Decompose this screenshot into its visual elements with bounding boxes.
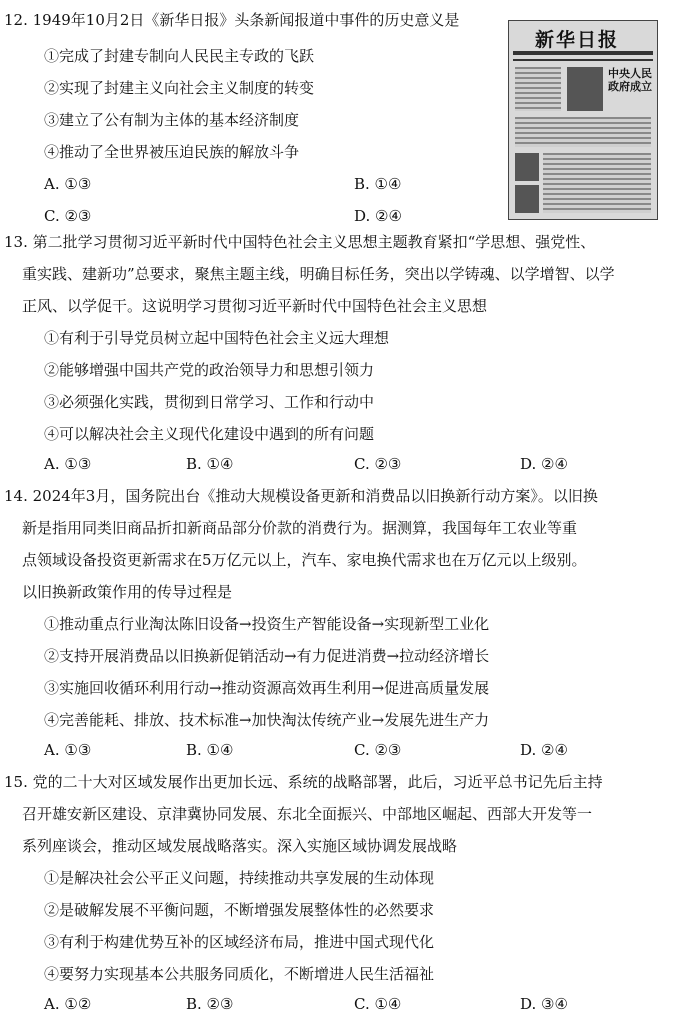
question-stem-line: 系列座谈会，推动区域发展战略落实。深入实施区域协调发展战略 xyxy=(22,837,458,855)
question-stem-line: 正风、以学促干。这说明学习贯彻习近平新时代中国特色社会主义思想 xyxy=(22,297,488,315)
option-3: ③有利于构建优势互补的区域经济布局，推进中国式现代化 xyxy=(44,933,435,951)
newspaper-photo xyxy=(515,153,539,181)
newspaper-rule xyxy=(513,51,653,55)
newspaper-rule xyxy=(513,59,653,61)
choice-a[interactable]: A. ①③ xyxy=(44,455,92,473)
newspaper-text-column xyxy=(543,153,651,213)
question-stem-line: 点领域设备投资更新需求在5万亿元以上，汽车、家电换代需求也在万亿元以上级别。 xyxy=(22,551,587,569)
option-4: ④推动了全世界被压迫民族的解放斗争 xyxy=(44,143,300,161)
question-stem-line: 12. 1949年10月2日《新华日报》头条新闻报道中事件的历史意义是 xyxy=(4,11,460,29)
option-4: ④完善能耗、排放、技术标准→加快淘汰传统产业→发展先进生产力 xyxy=(44,711,490,729)
newspaper-headline: 中央人民政府成立 xyxy=(608,67,652,93)
choice-a[interactable]: A. ①③ xyxy=(44,741,92,759)
question-stem-line: 召开雄安新区建设、京津冀协同发展、东北全面振兴、中部地区崛起、西部大开发等一 xyxy=(22,805,593,823)
option-3: ③必须强化实践，贯彻到日常学习、工作和行动中 xyxy=(44,393,375,411)
option-1: ①完成了封建专制向人民民主专政的飞跃 xyxy=(44,47,315,65)
choice-b[interactable]: B. ②③ xyxy=(186,995,234,1013)
newspaper-image xyxy=(508,20,658,220)
option-3: ③建立了公有制为主体的基本经济制度 xyxy=(44,111,300,129)
option-1: ①推动重点行业淘汰陈旧设备→投资生产智能设备→实现新型工业化 xyxy=(44,615,490,633)
choice-c[interactable]: C. ②③ xyxy=(354,455,402,473)
choice-b[interactable]: B. ①④ xyxy=(354,175,402,193)
newspaper-text-column xyxy=(515,117,651,147)
option-4: ④要努力实现基本公共服务同质化，不断增进人民生活福祉 xyxy=(44,965,435,983)
newspaper-photo xyxy=(515,185,539,213)
choice-d[interactable]: D. ②④ xyxy=(520,741,568,759)
option-1: ①是解决社会公平正义问题，持续推动共享发展的生动体现 xyxy=(44,869,435,887)
option-2: ②支持开展消费品以旧换新促销活动→有力促进消费→拉动经济增长 xyxy=(44,647,490,665)
option-2: ②实现了封建主义向社会主义制度的转变 xyxy=(44,79,315,97)
choice-c[interactable]: C. ②③ xyxy=(44,207,92,225)
choice-c[interactable]: C. ②③ xyxy=(354,741,402,759)
choice-d[interactable]: D. ②④ xyxy=(520,455,568,473)
question-stem-line: 14. 2024年3月，国务院出台《推动大规模设备更新和消费品以旧换新行动方案》。以旧换 xyxy=(4,487,598,505)
question-stem-line: 新是指用同类旧商品折扣新商品部分价款的消费行为。据测算，我国每年工农业等重 xyxy=(22,519,578,537)
choice-b[interactable]: B. ①④ xyxy=(186,741,234,759)
choice-a[interactable]: A. ①③ xyxy=(44,175,92,193)
question-stem-line: 15. 党的二十大对区域发展作出更加长远、系统的战略部署，此后，习近平总书记先后主持 xyxy=(4,773,603,791)
option-1: ①有利于引导党员树立起中国特色社会主义远大理想 xyxy=(44,329,390,347)
question-stem-line: 以旧换新政策作用的传导过程是 xyxy=(22,583,233,601)
newspaper-portrait-photo xyxy=(567,67,603,111)
choice-d[interactable]: D. ③④ xyxy=(520,995,568,1013)
question-stem-line: 13. 第二批学习贯彻习近平新时代中国特色社会主义思想主题教育紧扣“学思想、强党性、 xyxy=(4,233,596,251)
option-2: ②能够增强中国共产党的政治领导力和思想引领力 xyxy=(44,361,375,379)
option-2: ②是破解发展不平衡问题，不断增强发展整体性的必然要求 xyxy=(44,901,435,919)
newspaper-masthead: 新华日报 xyxy=(534,29,619,51)
choice-a[interactable]: A. ①② xyxy=(44,995,92,1013)
option-3: ③实施回收循环利用行动→推动资源高效再生利用→促进高质量发展 xyxy=(44,679,490,697)
choice-b[interactable]: B. ①④ xyxy=(186,455,234,473)
choice-c[interactable]: C. ①④ xyxy=(354,995,402,1013)
newspaper-text-column xyxy=(515,67,561,111)
option-4: ④可以解决社会主义现代化建设中遇到的所有问题 xyxy=(44,425,375,443)
choice-d[interactable]: D. ②④ xyxy=(354,207,402,225)
question-stem-line: 重实践、建新功”总要求，聚焦主题主线，明确目标任务，突出以学铸魂、以学增智、以学 xyxy=(22,265,615,283)
